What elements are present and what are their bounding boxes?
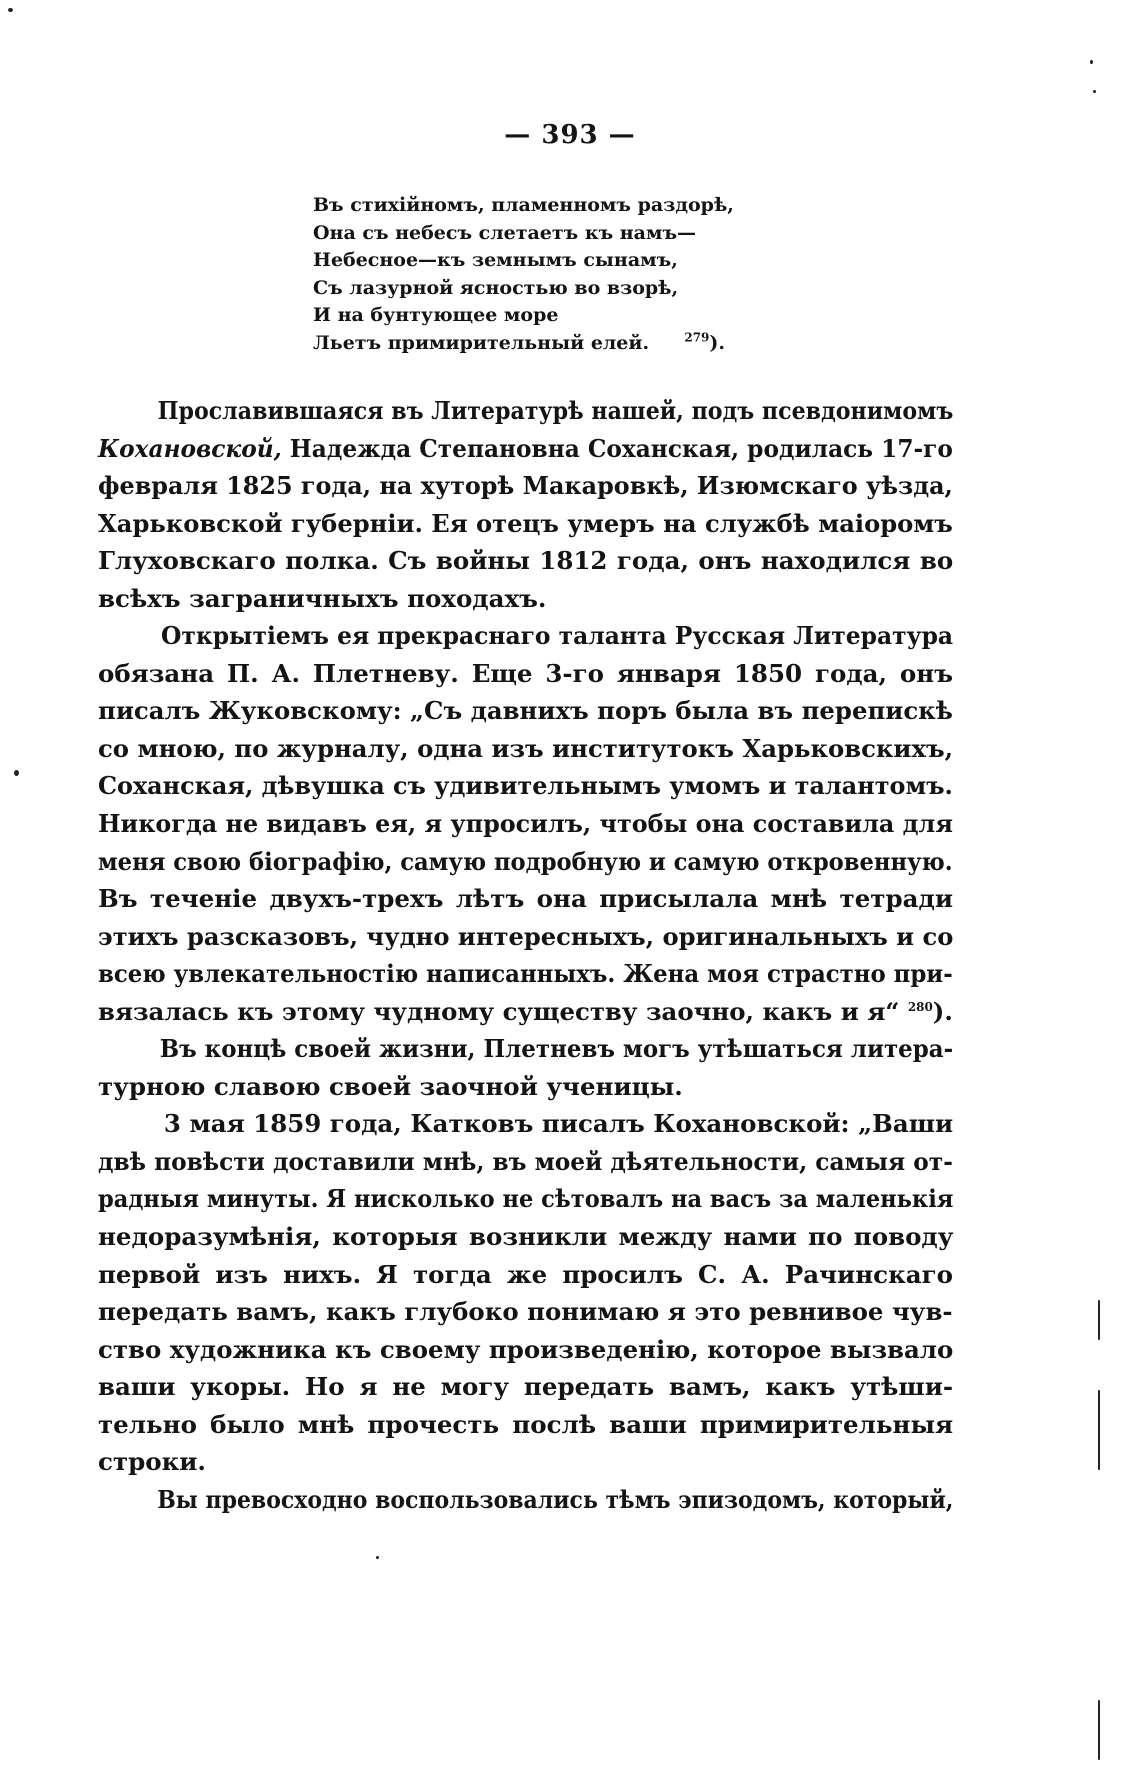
scan-speck [14, 770, 19, 776]
text-line: недоразумѣнія, которыя возникли между нами по поводу [98, 1222, 954, 1252]
scan-speck [376, 1556, 379, 1559]
poem-line: Она съ небесъ слетаетъ къ намъ— [313, 221, 697, 244]
text-line: Въ теченіе двухъ-трехъ лѣтъ она присылала мнѣ тетради [98, 884, 953, 914]
text-line [98, 430, 953, 468]
text-line: двѣ повѣсти доставили мнѣ, въ моей дѣятельности, самыя от- [98, 1146, 953, 1176]
poem-line: Въ стихійномъ, пламенномъ раздорѣ, [313, 194, 734, 216]
text-line: всѣхъ заграничныхъ походахъ. [98, 583, 547, 613]
footnote-ref-280: 280 [907, 999, 933, 1014]
scan-speck [1093, 90, 1096, 93]
poem-line: Небесное—къ земнымъ сынамъ, [313, 249, 678, 271]
poem-line: И на бунтующее море [313, 304, 559, 326]
text-line: Соханская, дѣвушка съ удивительнымъ умомъ и талантомъ. [98, 771, 953, 801]
footnote-close: ). [932, 996, 953, 1026]
text-line: Прославившаяся въ Литературѣ нашей, подъ псевдонимомъ [157, 396, 954, 425]
text-line: февраля 1825 года, на хуторѣ Макаровкѣ, Изюмскаго уѣзда, [98, 471, 953, 501]
text-line: тельно было мнѣ прочесть послѣ ваши примирительныя [98, 1409, 954, 1439]
text-line: Глуховскаго полка. Съ войны 1812 года, онъ находился во [98, 546, 954, 576]
text-line: Вы превосходно воспользовались тѣмъ эпизодомъ, который, [157, 1484, 954, 1514]
text-line: турною славою своей заочной ученицы. [98, 1071, 683, 1101]
body-text [98, 392, 953, 1518]
text-line: первой изъ нихъ. Я тогда же просилъ С. А. Рачинскаго [98, 1259, 953, 1289]
text-line: со мною, по журналу, одна изъ институтокъ Харьковскихъ, [98, 733, 954, 763]
text-line: всею увлекательностію написанныхъ. Жена моя страстно при- [98, 959, 953, 989]
footnote-ref-279: 279 [684, 330, 710, 345]
scan-speck [1098, 1390, 1100, 1470]
poem-line: Съ лазурной ясностью во взорѣ, [313, 276, 679, 299]
poem-line-text: Льетъ примирительный елей. [313, 331, 650, 354]
text-line-main: вязалась къ этому чудному существу заочно, какъ и я“ [98, 996, 900, 1026]
text-line: строки. [98, 1447, 206, 1477]
text-line: Никогда не видавъ ея, я упросилъ, чтобы она составила для [98, 809, 953, 839]
text-line: писалъ Жуковскому: „Съ давнихъ поръ была въ перепискѣ [98, 696, 953, 726]
text-line: передать вамъ, какъ глубоко понимаю я это ревнивое чув- [98, 1297, 953, 1327]
footnote-close: ). [709, 331, 726, 354]
text-line: радныя минуты. Я нисколько не сѣтовалъ на васъ за маленькія [98, 1184, 954, 1214]
text-line [98, 993, 953, 1031]
text-line: ство художника къ своему произведенію, которое вызвало [98, 1334, 954, 1364]
pseudonym-italic: Кохановской, [98, 433, 282, 463]
poem-stanza [313, 192, 833, 357]
scan-speck [1090, 60, 1093, 64]
text-line: Харьковской губерніи. Ея отецъ умеръ на службѣ маіоромъ [98, 508, 953, 538]
text-line: Въ концѣ своей жизни, Плетневъ могъ утѣшаться литера- [159, 1034, 954, 1064]
poem-line-last [313, 330, 833, 358]
text-line-rest: Надежда Степановна Соханская, родилась 17-го [289, 433, 953, 463]
scan-speck [1098, 1700, 1100, 1760]
text-line: 3 мая 1859 года, Катковъ писалъ Кохановской: „Ваши [163, 1109, 954, 1139]
text-line: ваши укоры. Но я не могу передать вамъ, какъ утѣши- [98, 1372, 954, 1402]
scan-speck [1098, 1300, 1100, 1340]
scan-speck [8, 8, 13, 12]
text-line: меня свою біографію, самую подробную и самую откровенную. [98, 846, 953, 876]
text-line: Открытіемъ ея прекраснаго таланта Русская Литература [160, 621, 954, 651]
text-line: обязана П. А. Плетневу. Еще 3-го января 1850 года, онъ [98, 658, 953, 688]
text-line: этихъ разсказовъ, чудно интересныхъ, оригинальныхъ и со [98, 921, 954, 951]
page-number: — 393 — [504, 120, 636, 150]
